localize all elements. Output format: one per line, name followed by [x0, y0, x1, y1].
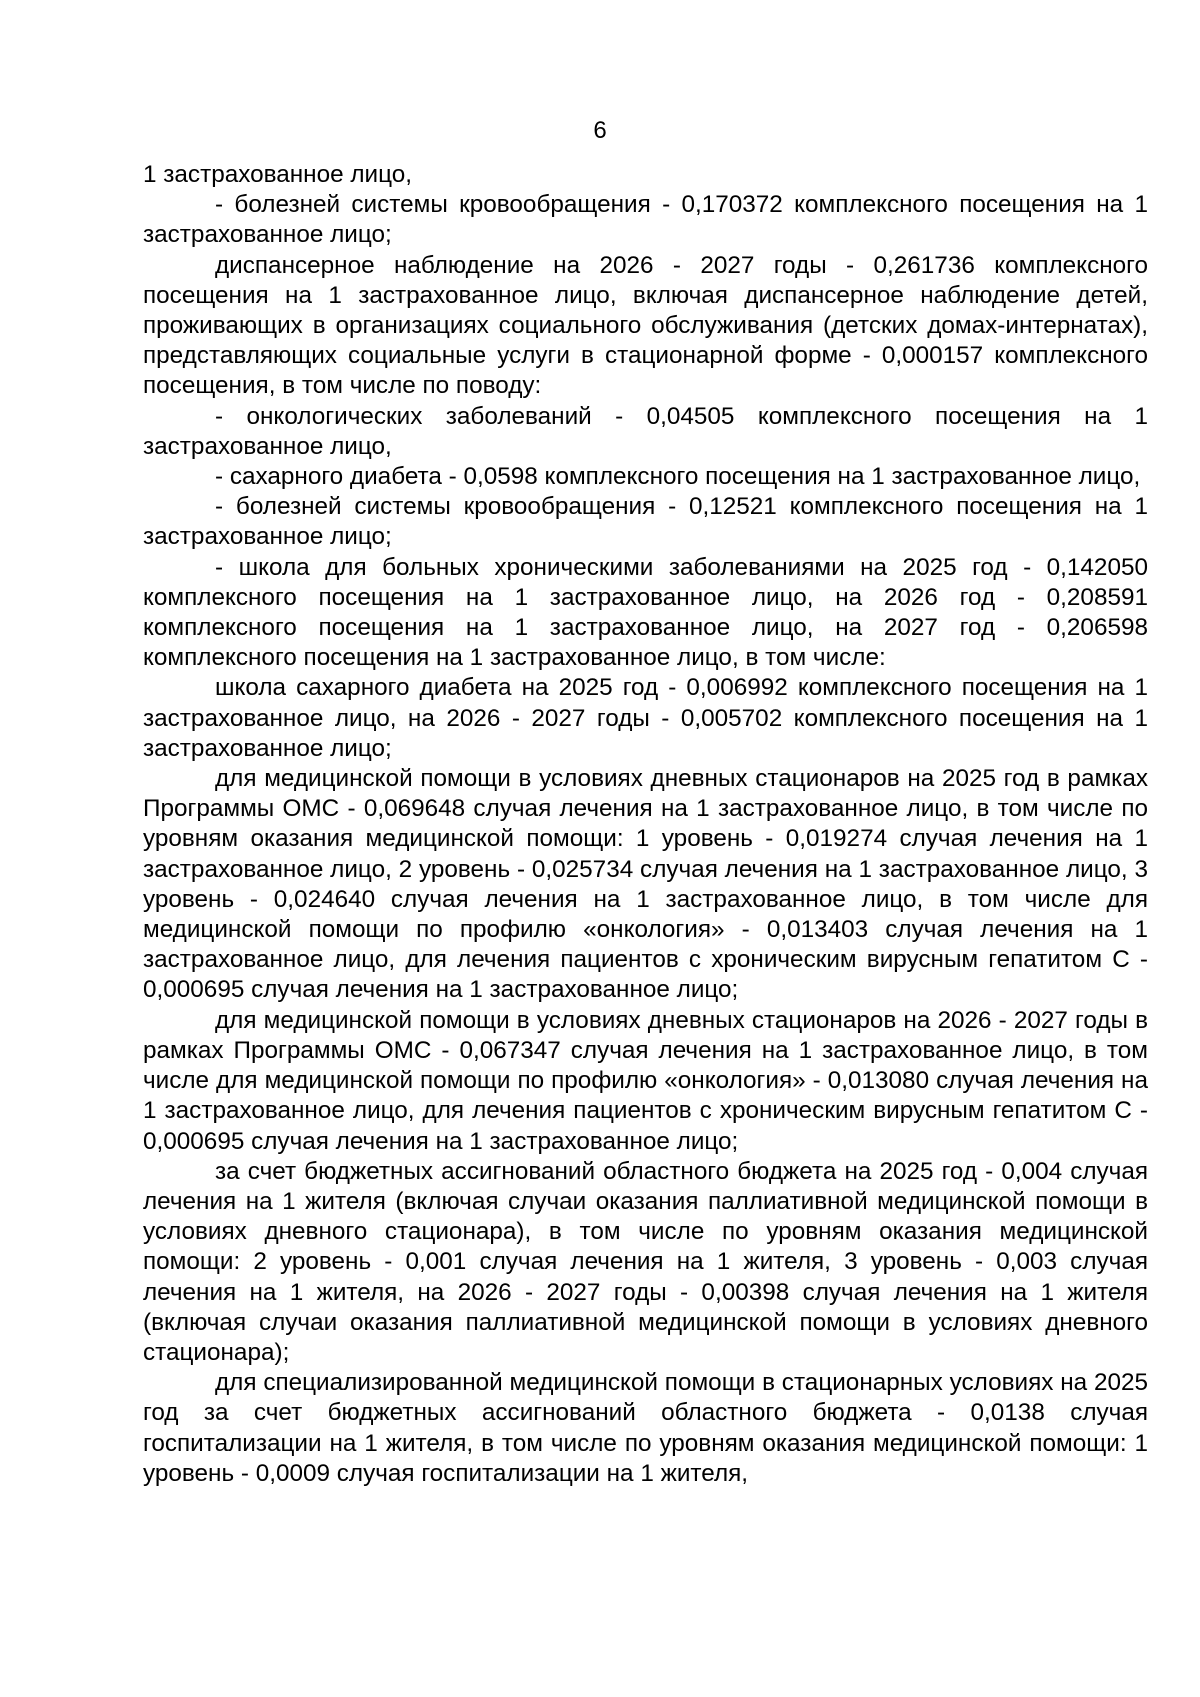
paragraph-12: для специализированной медицинской помощи в стационарных условиях на 2025 год за счет бюджетных ассигнований областного бюджета - 0,0138 случая госпитализации на 1 жителя, в том числе по уровням оказания медицинской помощи: 1 уровень - 0,0009 случая госпитализации на 1 жителя,	[143, 1369, 1148, 1487]
paragraph-11: за счет бюджетных ассигнований областного бюджета на 2025 год - 0,004 случая лечения на 1 жителя (включая случаи оказания паллиативной медицинской помощи в условиях дневного стационара), в том числе по уровням оказания медицинской помощи: 2 уровень - 0,001 случая лечения на 1 жителя, 3 уровень - 0,003 случая лечения на 1 жителя, на 2026 - 2027 годы - 0,00398 случая лечения на 1 жителя (включая случаи оказания паллиативной медицинской помощи в условиях дневного стационара);	[143, 1157, 1148, 1366]
paragraph-2: - болезней системы кровообращения - 0,170372 комплексного посещения на 1 застрахованное лицо;	[143, 191, 1148, 249]
paragraph-7: - школа для больных хроническими заболеваниями на 2025 год - 0,142050 комплексного посещения на 1 застрахованное лицо, на 2026 год - 0,208591 комплексного посещения на 1 застрахованное лицо, на 2027 год - 0,206598 комплексного посещения на 1 застрахованное лицо, в том числе:	[143, 553, 1148, 672]
paragraph-8: школа сахарного диабета на 2025 год - 0,006992 комплексного посещения на 1 застрахованное лицо, на 2026 - 2027 годы - 0,005702 комплексного посещения на 1 застрахованное лицо;	[143, 674, 1148, 762]
paragraph-5: - сахарного диабета - 0,0598 комплексного посещения на 1 застрахованное лицо,	[215, 463, 1141, 491]
paragraph-4: - онкологических заболеваний - 0,04505 комплексного посещения на 1 застрахованное лицо,	[143, 402, 1148, 460]
paragraph-10: для медицинской помощи в условиях дневных стационаров на 2026 - 2027 годы в рамках Программы ОМС - 0,067347 случая лечения на 1 застрахованное лицо, в том числе для медицинской помощи по профилю «онкология» - 0,013080 случая лечения на 1 застрахованное лицо, для лечения пациентов с хроническим вирусным гепатитом С - 0,000695 случая лечения на 1 застрахованное лицо;	[143, 1006, 1148, 1155]
paragraph-6: - болезней системы кровообращения - 0,12521 комплексного посещения на 1 застрахованное лицо;	[143, 493, 1148, 551]
paragraph-9: для медицинской помощи в условиях дневных стационаров на 2025 год в рамках Программы ОМС - 0,069648 случая лечения на 1 застрахованное лицо, в том числе по уровням оказания медицинской помощи: 1 уровень - 0,019274 случая лечения на 1 застрахованное лицо, 2 уровень - 0,025734 случая лечения на 1 застрахованное лицо, 3 уровень - 0,024640 случая лечения на 1 застрахованное лицо, в том числе для медицинской помощи по профилю «онкология» - 0,013403 случая лечения на 1 застрахованное лицо, для лечения пациентов с хроническим вирусным гепатитом С - 0,000695 случая лечения на 1 застрахованное лицо;	[143, 765, 1148, 1004]
paragraph-1: 1 застрахованное лицо,	[143, 161, 413, 188]
document-body	[143, 160, 1148, 1489]
page-number: 6	[593, 117, 607, 144]
paragraph-3: диспансерное наблюдение на 2026 - 2027 годы - 0,261736 комплексного посещения на 1 застрахованное лицо, включая диспансерное наблюдение детей, проживающих в организациях социального обслуживания (детских домах-интернатах), представляющих социальные услуги в стационарной форме - 0,000157 комплексного посещения, в том числе по поводу:	[143, 251, 1148, 400]
